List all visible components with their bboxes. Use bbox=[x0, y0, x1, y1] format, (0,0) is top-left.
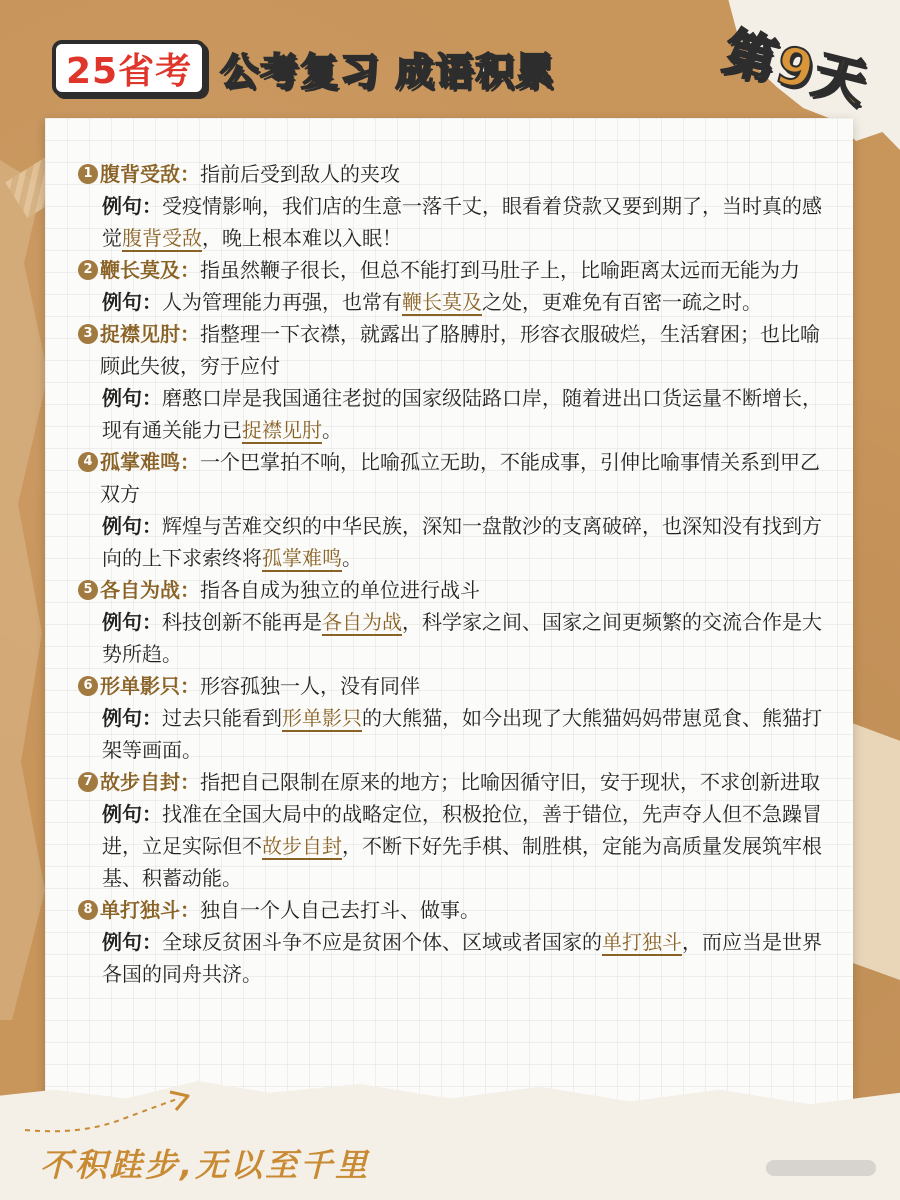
term-line bbox=[78, 766, 830, 798]
highlighted-idiom: 形单影只 bbox=[282, 706, 362, 730]
example-text: 受疫情影响，我们店的生意一落千丈，眼看着贷款又要到期了，当时真的感觉 bbox=[102, 194, 822, 250]
idiom-term: 形单影只 bbox=[100, 674, 180, 698]
idiom-term: 故步自封 bbox=[100, 770, 180, 794]
example-text: 过去只能看到 bbox=[162, 706, 282, 730]
term-line bbox=[78, 158, 830, 190]
idiom-entry bbox=[78, 318, 830, 446]
example-text: 。 bbox=[342, 546, 362, 570]
idiom-definition: 指各自成为独立的单位进行战斗 bbox=[200, 578, 480, 602]
idiom-entry bbox=[78, 158, 830, 254]
highlighted-idiom: 捉襟见肘 bbox=[242, 418, 322, 442]
highlighted-idiom: 腹背受敌 bbox=[122, 226, 202, 250]
page-title: 公考复习 成语积累 bbox=[220, 49, 556, 94]
term-line bbox=[78, 670, 830, 702]
example-text: 磨憨口岸是我国通往老挝的国家级陆路口岸，随着进出口货运量不断增长，现有通关能力已 bbox=[102, 386, 822, 442]
number-badge: 3 bbox=[78, 324, 98, 344]
number-badge: 1 bbox=[78, 164, 98, 184]
example-text: ，不断下好先手棋、制胜棋，定能为高质量发展筑牢根基、积蓄动能。 bbox=[102, 834, 822, 890]
term-definition: 腹背受敌：指前后受到敌人的夹攻 bbox=[100, 162, 400, 186]
example-text: ，而应当是世界各国的同舟共济。 bbox=[102, 930, 822, 986]
idiom-definition: 指虽然鞭子很长，但总不能打到马肚子上，比喻距离太远而无能为力 bbox=[200, 258, 800, 282]
header bbox=[52, 40, 555, 96]
example-text: 找准在全国大局中的战略定位，积极抢位，善于错位，先声夺人但不急躁冒进，立足实际但不 bbox=[102, 802, 822, 858]
example-sentence bbox=[78, 798, 830, 894]
term-line bbox=[78, 446, 830, 510]
example-sentence bbox=[78, 926, 830, 990]
idiom-term: 腹背受敌 bbox=[100, 162, 180, 186]
example-label: 例句： bbox=[102, 610, 162, 634]
example-sentence bbox=[78, 702, 830, 766]
number-badge: 4 bbox=[78, 452, 98, 472]
term-line bbox=[78, 318, 830, 382]
example-label: 例句： bbox=[102, 802, 162, 826]
number-badge: 8 bbox=[78, 900, 98, 920]
example-text: 。 bbox=[322, 418, 342, 442]
example-label: 例句： bbox=[102, 386, 162, 410]
idiom-term: 鞭长莫及 bbox=[100, 258, 180, 282]
idiom-definition: 形容孤独一人，没有同伴 bbox=[200, 674, 420, 698]
footer-slogan: 不积跬步,无以至千里 bbox=[40, 1146, 371, 1184]
example-sentence bbox=[78, 606, 830, 670]
example-sentence bbox=[78, 286, 830, 318]
idiom-entry bbox=[78, 766, 830, 894]
term-line bbox=[78, 254, 830, 286]
idiom-entry bbox=[78, 446, 830, 574]
number-badge: 7 bbox=[78, 772, 98, 792]
term-definition: 单打独斗：独自一个人自己去打斗、做事。 bbox=[100, 898, 480, 922]
example-sentence bbox=[78, 510, 830, 574]
highlighted-idiom: 孤掌难鸣 bbox=[262, 546, 342, 570]
exam-badge: 25省考 bbox=[52, 40, 206, 96]
number-badge: 2 bbox=[78, 260, 98, 280]
example-text: 之处，更难免有百密一疏之时。 bbox=[482, 290, 762, 314]
idiom-entry bbox=[78, 670, 830, 766]
example-text: 全球反贫困斗争不应是贫困个体、区域或者国家的 bbox=[162, 930, 602, 954]
term-definition: 鞭长莫及：指虽然鞭子很长，但总不能打到马肚子上，比喻距离太远而无能为力 bbox=[100, 258, 800, 282]
term-definition: 故步自封：指把自己限制在原来的地方；比喻因循守旧，安于现状，不求创新进取 bbox=[100, 770, 820, 794]
example-sentence bbox=[78, 382, 830, 446]
term-definition: 各自为战：指各自成为独立的单位进行战斗 bbox=[100, 578, 480, 602]
example-text: 辉煌与苦难交织的中华民族，深知一盘散沙的支离破碎，也深知没有找到方向的上下求索终将 bbox=[102, 514, 822, 570]
example-text: ，晚上根本难以入眠！ bbox=[202, 226, 402, 250]
day-label: 第9天 bbox=[717, 22, 874, 116]
idiom-term: 孤掌难鸣 bbox=[100, 450, 180, 474]
highlighted-idiom: 鞭长莫及 bbox=[402, 290, 482, 314]
example-sentence bbox=[78, 190, 830, 254]
highlighted-idiom: 各自为战 bbox=[322, 610, 402, 634]
idiom-term: 各自为战 bbox=[100, 578, 180, 602]
example-text: 的大熊猫，如今出现了大熊猫妈妈带崽觅食、熊猫打架等画面。 bbox=[102, 706, 822, 762]
example-label: 例句： bbox=[102, 514, 162, 538]
idiom-term: 单打独斗 bbox=[100, 898, 180, 922]
arrow-icon bbox=[20, 1080, 200, 1140]
idiom-definition: 指前后受到敌人的夹攻 bbox=[200, 162, 400, 186]
example-label: 例句： bbox=[102, 930, 162, 954]
highlighted-idiom: 故步自封 bbox=[262, 834, 342, 858]
term-line bbox=[78, 894, 830, 926]
example-label: 例句： bbox=[102, 194, 162, 218]
example-text: 人为管理能力再强，也常有 bbox=[162, 290, 402, 314]
term-definition: 孤掌难鸣：一个巴掌拍不响，比喻孤立无助，不能成事，引伸比喻事情关系到甲乙双方 bbox=[100, 450, 820, 506]
idiom-list bbox=[78, 158, 830, 990]
example-text: 科技创新不能再是 bbox=[162, 610, 322, 634]
idiom-term: 捉襟见肘 bbox=[100, 322, 180, 346]
number-badge: 5 bbox=[78, 580, 98, 600]
idiom-definition: 一个巴掌拍不响，比喻孤立无助，不能成事，引伸比喻事情关系到甲乙双方 bbox=[100, 450, 820, 506]
idiom-definition: 独自一个人自己去打斗、做事。 bbox=[200, 898, 480, 922]
example-label: 例句： bbox=[102, 706, 162, 730]
idiom-definition: 指整理一下衣襟，就露出了胳膊肘，形容衣服破烂，生活窘困；也比喻顾此失彼，穷于应付 bbox=[100, 322, 820, 378]
example-text: ，科学家之间、国家之间更频繁的交流合作是大势所趋。 bbox=[102, 610, 822, 666]
idiom-entry bbox=[78, 894, 830, 990]
term-line bbox=[78, 574, 830, 606]
idiom-entry bbox=[78, 254, 830, 318]
idiom-entry bbox=[78, 574, 830, 670]
term-definition: 形单影只：形容孤独一人，没有同伴 bbox=[100, 674, 420, 698]
example-label: 例句： bbox=[102, 290, 162, 314]
watermark bbox=[766, 1160, 876, 1176]
idiom-definition: 指把自己限制在原来的地方；比喻因循守旧，安于现状，不求创新进取 bbox=[200, 770, 820, 794]
number-badge: 6 bbox=[78, 676, 98, 696]
term-definition: 捉襟见肘：指整理一下衣襟，就露出了胳膊肘，形容衣服破烂，生活窘困；也比喻顾此失彼，穷于应付 bbox=[100, 322, 820, 378]
highlighted-idiom: 单打独斗 bbox=[602, 930, 682, 954]
